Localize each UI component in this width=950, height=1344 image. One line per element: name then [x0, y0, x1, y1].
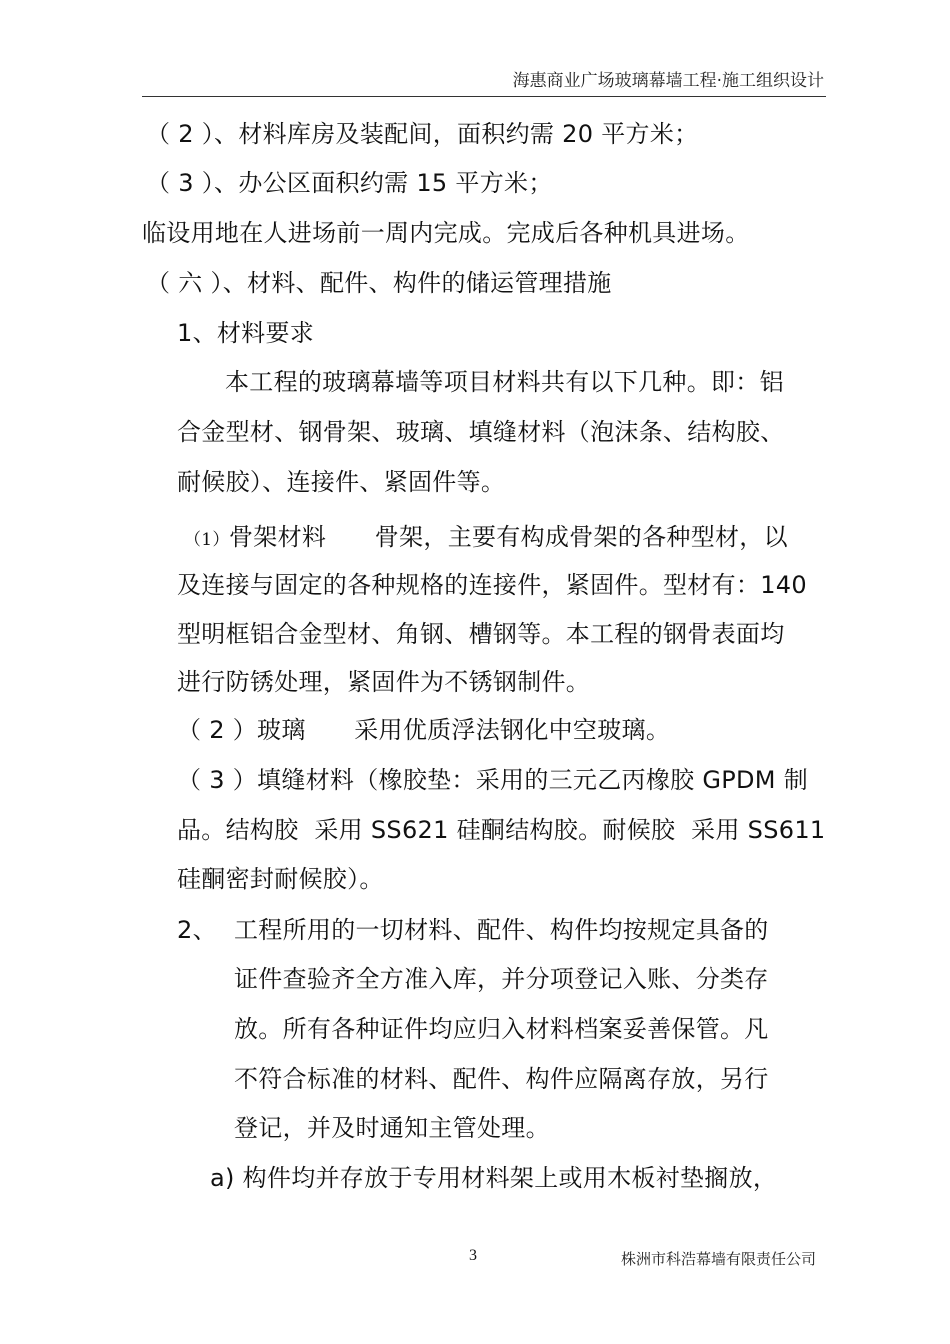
- text-line: （ 2 ）玻璃 采用优质浮法钢化中空玻璃。: [177, 716, 671, 744]
- item-number: （1）: [184, 530, 230, 550]
- text-line: 放。所有各种证件均应归入材料档案妥善保管。凡: [234, 1015, 769, 1043]
- text-line: 工程所用的一切材料、配件、构件均按规定具备的: [234, 916, 769, 944]
- text-line: 本工程的玻璃幕墙等项目材料共有以下几种。即：铝: [225, 368, 784, 396]
- text-line: 证件查验齐全方准入库，并分项登记入账、分类存: [234, 965, 769, 993]
- text-line: 及连接与固定的各种规格的连接件，紧固件。型材有：140: [177, 571, 807, 599]
- text-line: 品。结构胶 采用 SS621 硅酮结构胶。耐候胶 采用 SS611: [177, 816, 826, 844]
- subsection-heading: 1、材料要求: [177, 319, 315, 347]
- header-divider: [142, 96, 826, 97]
- text-line: 硅酮密封耐候胶）。: [177, 865, 384, 893]
- text-line: 耐候胶）、连接件、紧固件等。: [177, 468, 506, 496]
- text-line: a) 构件均并存放于专用材料架上或用木板衬垫搁放，: [210, 1164, 778, 1192]
- text-line: 骨架材料 骨架，主要有构成骨架的各种型材，以: [229, 523, 788, 551]
- text-line: 不符合标准的材料、配件、构件应隔离存放，另行: [234, 1065, 769, 1093]
- text-line: （ 2 ）、材料库房及装配间，面积约需 20 平方米；: [146, 120, 699, 148]
- page-number: 3: [469, 1247, 477, 1264]
- section-heading: （ 六 ）、材料、配件、构件的储运管理措施: [146, 269, 612, 297]
- text-line: 型明框铝合金型材、角钢、槽钢等。本工程的钢骨表面均: [177, 620, 785, 648]
- item-number: 2、: [177, 916, 217, 944]
- text-line: 临设用地在人进场前一周内完成。完成后各种机具进场。: [142, 219, 750, 247]
- text-line: 登记，并及时通知主管处理。: [234, 1114, 550, 1142]
- text-line: 合金型材、钢骨架、玻璃、填缝材料（泡沫条、结构胶、: [177, 418, 785, 446]
- footer-company: 株洲市科浩幕墙有限责任公司: [621, 1250, 817, 1268]
- text-line: 进行防锈处理，紧固件为不锈钢制件。: [177, 668, 591, 696]
- text-line: （ 3 ）、办公区面积约需 15 平方米；: [146, 169, 553, 197]
- header-title: 海惠商业广场玻璃幕墙工程·施工组织设计: [512, 71, 824, 91]
- text-line: （ 3 ）填缝材料（橡胶垫：采用的三元乙丙橡胶 GPDM 制: [177, 766, 809, 794]
